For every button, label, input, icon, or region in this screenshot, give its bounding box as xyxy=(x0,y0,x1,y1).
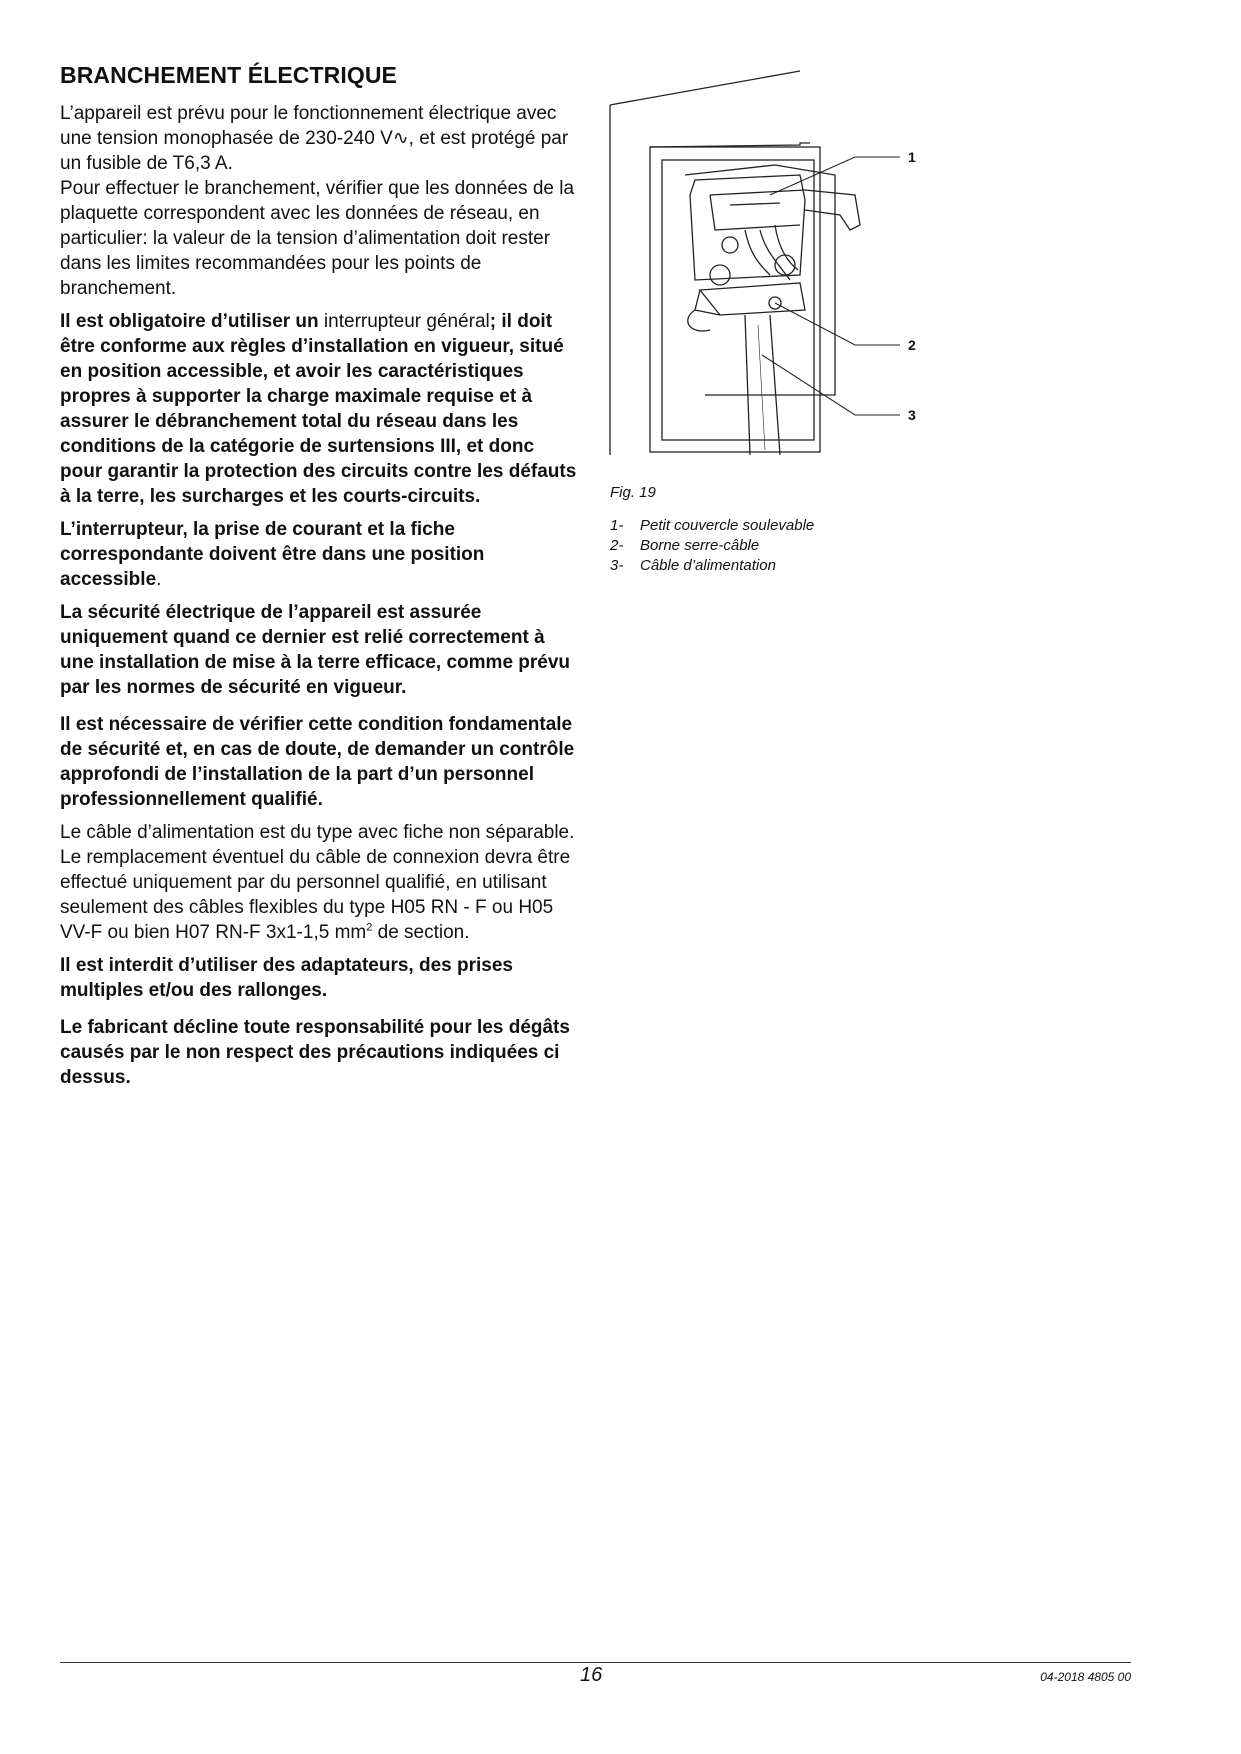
paragraph-earthing xyxy=(60,600,580,700)
normal-text: . xyxy=(156,569,162,590)
paragraph-accessible-position xyxy=(60,517,580,592)
callout-1: 1 xyxy=(908,149,916,165)
paragraph-supply-voltage: L’appareil est prévu pour le fonctionnement électrique avec une tension monophasée de 230-240 V∿, et est protégé par un fusible de T6,3 A. xyxy=(60,103,569,174)
paragraph-verification xyxy=(60,712,580,812)
page-title: BRANCHEMENT ÉLECTRIQUE xyxy=(60,62,397,88)
document-code: 04-2018 4805 00 xyxy=(1040,1670,1131,1684)
callout-2: 2 xyxy=(908,337,916,353)
superscript: 2 xyxy=(366,921,373,934)
legend-item xyxy=(610,536,814,556)
legend-text: Câble d’alimentation xyxy=(640,557,776,574)
legend-text: Petit couvercle soulevable xyxy=(640,517,815,534)
bold-text: Il est interdit d’utiliser des adaptateurs, des prises multiples et/ou des rallonges. xyxy=(60,955,513,1001)
paragraph-main-switch xyxy=(60,309,580,509)
connection-diagram xyxy=(600,65,960,465)
callout-3: 3 xyxy=(908,407,916,423)
legend-item xyxy=(610,516,814,536)
legend-item xyxy=(610,556,814,576)
legend-number: 1- xyxy=(610,517,624,534)
bold-text: Il est obligatoire d’utiliser un xyxy=(60,311,319,332)
bold-text: La sécurité électrique de l’appareil est assurée uniquement quand ce dernier est relié correctement à une installation de mise à la terre efficace, comme prévu par les normes de sécurité en vigueur. xyxy=(60,602,571,698)
legend-text: Borne serre-câble xyxy=(640,537,760,554)
paragraph-liability xyxy=(60,1015,580,1090)
normal-text: de section. xyxy=(372,922,470,943)
figure-legend xyxy=(610,516,814,576)
footer-divider xyxy=(60,1662,1131,1663)
bold-text: Il est nécessaire de vérifier cette condition fondamentale de sécurité et, en cas de doute, de demander un contrôle approfondi de l’installation de la part d’un personnel professionnellement qualifié. xyxy=(60,714,575,810)
legend-number: 3- xyxy=(610,557,624,574)
figure-caption: Fig. 19 xyxy=(610,484,656,501)
bold-text: ; il doit être conforme aux règles d’installation en vigueur, situé en position accessible, et avoir les caractéristiques propres à supporter la charge maximale requise et à assurer le débranchement total du réseau dans les conditions de la catégorie de surtensions III, et donc pour garantir la protection des circuits contre les défauts à la terre, les surcharges et les courts-circuits. xyxy=(60,311,577,507)
normal-text: Le câble d’alimentation est du type avec fiche non séparable. Le remplacement éventuel du câble de connexion devra être effectué uniquement par du personnel qualifié, en utilisant seulement des câbles flexibles du type H05 RN - F ou H05 VV-F ou bien H07 RN-F 3x1-1,5 mm xyxy=(60,822,575,943)
paragraph-connection-check: Pour effectuer le branchement, vérifier que les données de la plaquette correspondent avec les données de réseau, en particulier: la valeur de la tension d’alimentation doit rester dans les limites recommandées pour les points de branchement. xyxy=(60,178,575,299)
main-text-column xyxy=(60,62,580,1090)
legend-number: 2- xyxy=(610,537,624,554)
bold-text: Le fabricant décline toute responsabilité pour les dégâts causés par le non respect des précautions indiquées ci dessus. xyxy=(60,1017,570,1088)
page-number: 16 xyxy=(580,1664,603,1686)
bold-text: L’interrupteur, la prise de courant et la fiche correspondante doivent être dans une position accessible xyxy=(60,519,485,590)
paragraph-adapters xyxy=(60,953,580,1003)
normal-text: interrupteur général xyxy=(318,311,490,332)
paragraph-power-cable xyxy=(60,820,580,945)
